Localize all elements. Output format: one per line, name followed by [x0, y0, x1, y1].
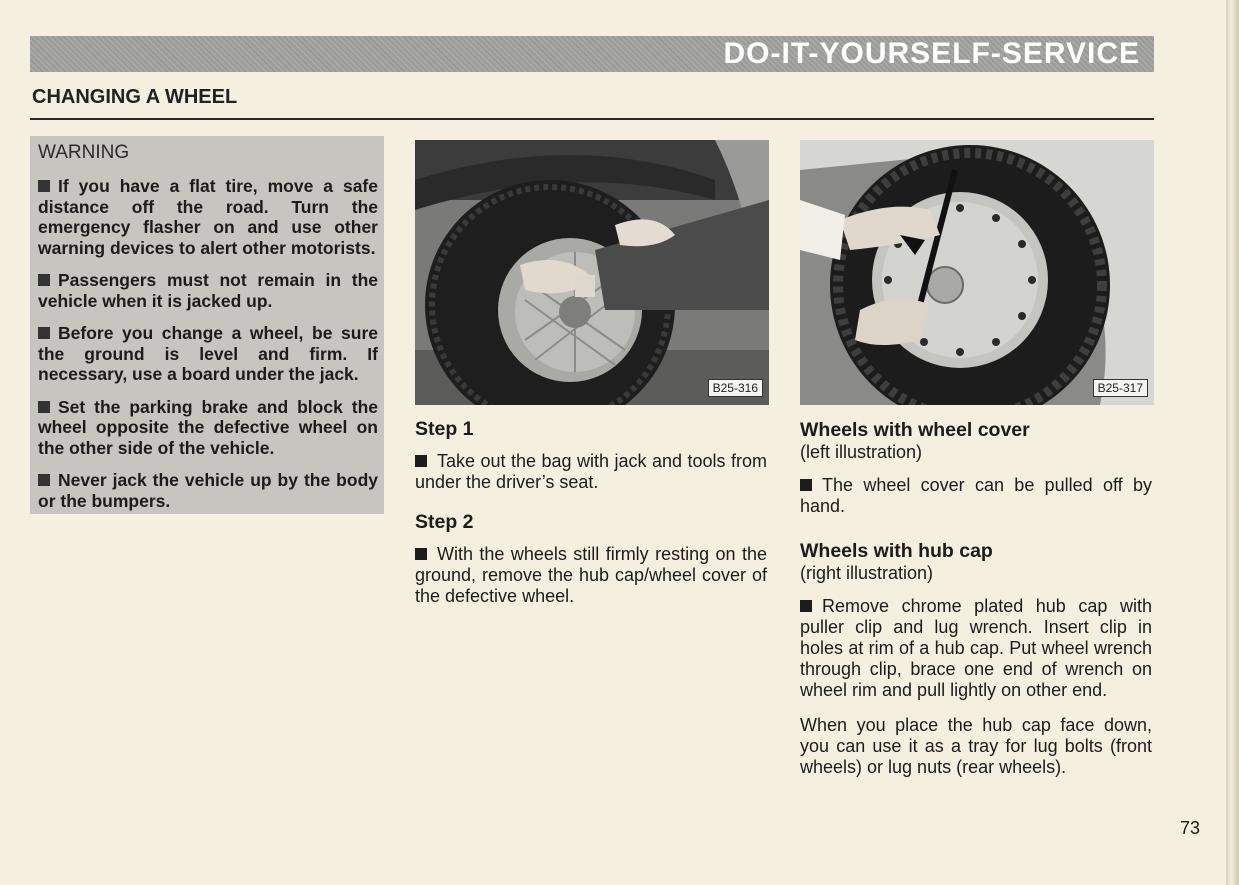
step-heading: Step 1	[415, 418, 474, 440]
page-edge	[1226, 0, 1239, 885]
warning-item: Never jack the vehicle up by the body or the bumpers.	[38, 470, 378, 511]
warning-item: Passengers must not remain in the vehicle when it is jacked up.	[38, 270, 378, 311]
wheel-cover-heading: Wheels with wheel cover	[800, 419, 1030, 441]
warning-item: Set the parking brake and block the wheel opposite the defective wheel on the other side of the vehicle.	[38, 396, 378, 458]
hub-cap-photo	[800, 140, 1154, 405]
wheel-cover-photo	[415, 140, 769, 405]
step-heading: Step 2	[415, 511, 474, 533]
square-bullet-icon	[38, 474, 50, 486]
step-text: With the wheels still firmly resting on the ground, remove the hub cap/wheel cover of the defective wheel.	[415, 544, 767, 606]
steps-column	[415, 414, 767, 621]
wheel-cover-text: The wheel cover can be pulled off by hand.	[800, 475, 1152, 516]
hub-cap-note: (right illustration)	[800, 563, 934, 583]
square-bullet-icon	[800, 600, 812, 612]
square-bullet-icon	[800, 479, 812, 491]
step-text: Take out the bag with jack and tools from under the driver’s seat.	[415, 451, 767, 492]
hub-cap-text: Remove chrome plated hub cap with puller clip and lug wrench. Insert clip in holes at rim of a hub cap. Put wheel wrench through clip, brace one end of wrench on wheel rim and pull lightly on other end.	[800, 596, 1152, 700]
square-bullet-icon	[38, 274, 50, 286]
section-banner	[30, 36, 1154, 72]
square-bullet-icon	[415, 455, 427, 467]
square-bullet-icon	[38, 401, 50, 413]
square-bullet-icon	[38, 180, 50, 192]
hub-cap-illustration	[800, 140, 1154, 405]
square-bullet-icon	[415, 548, 427, 560]
wheel-cover-illustration	[415, 140, 769, 405]
hub-cap-heading: Wheels with hub cap	[800, 540, 993, 562]
warning-item: Before you change a wheel, be sure the ground is level and firm. If necessary, use a board under the jack.	[38, 323, 378, 384]
wheel-types-column	[800, 418, 1152, 792]
page-number: 73	[1180, 818, 1201, 838]
warning-item: If you have a flat tire, move a safe distance off the road. Turn the emergency flasher on and use other warning devices to alert other motorists.	[38, 176, 378, 258]
banner-title: DO-IT-YOURSELF-SERVICE	[723, 37, 1140, 70]
square-bullet-icon	[38, 327, 50, 339]
warning-box	[30, 136, 384, 514]
page-title: CHANGING A WHEEL	[32, 86, 238, 108]
warning-heading: WARNING	[38, 142, 130, 163]
wheel-cover-note: (left illustration)	[800, 442, 923, 462]
figure-id: B25-316	[708, 379, 763, 397]
hub-cap-tip: When you place the hub cap face down, you can use it as a tray for lug bolts (front wheels) or lug nuts (rear wheels).	[800, 715, 1152, 777]
figure-id: B25-317	[1093, 379, 1148, 397]
title-rule	[30, 118, 1154, 120]
